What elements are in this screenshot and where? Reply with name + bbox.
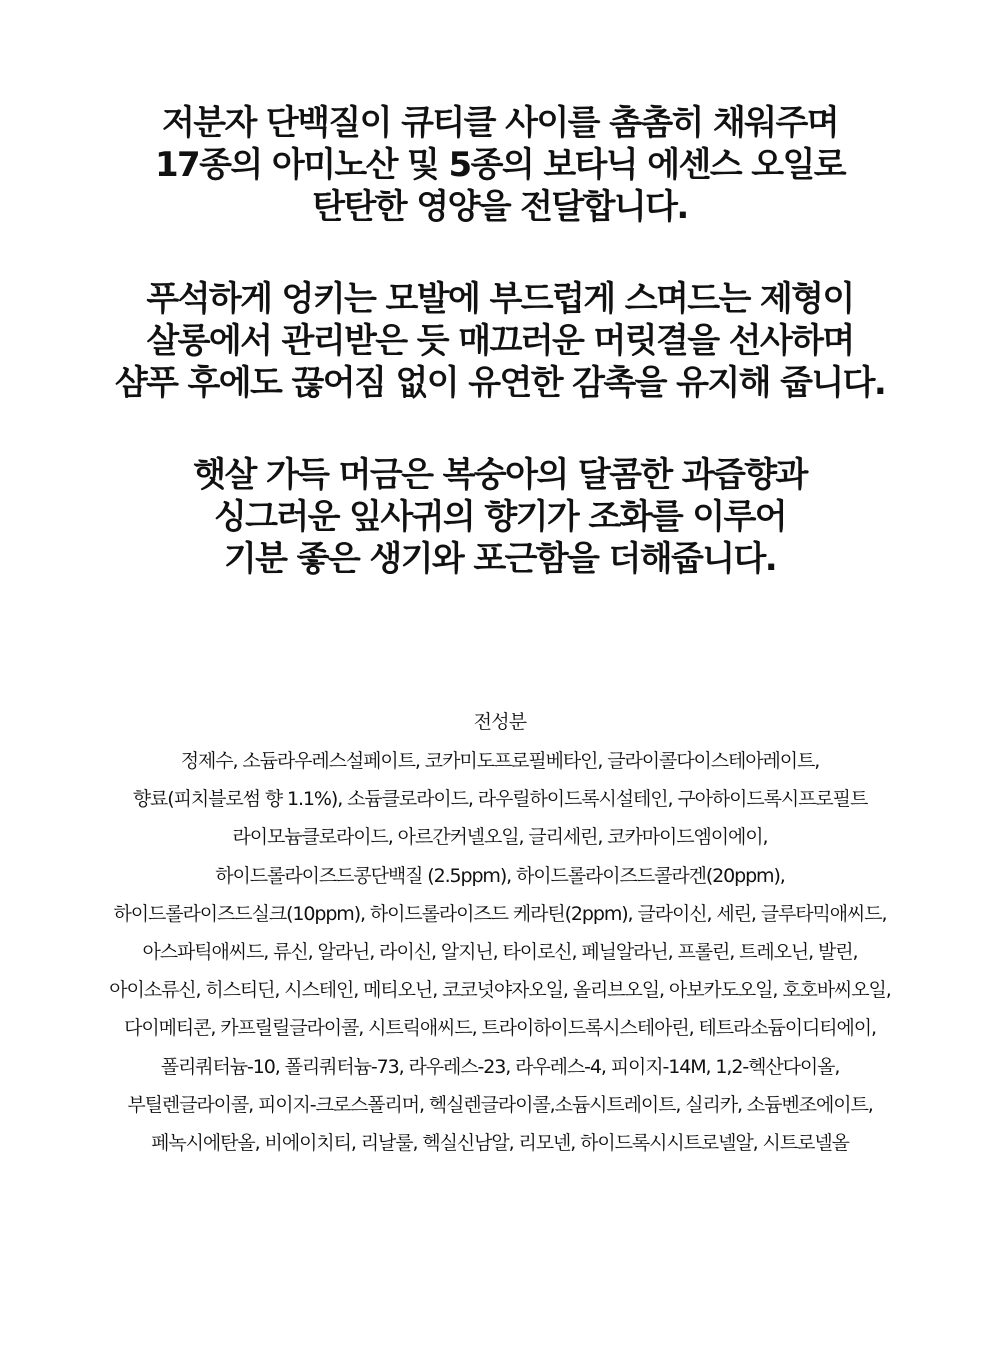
description-line: 샴푸 후에도 끊어짐 없이 유연한 감촉을 유지해 줍니다. — [114, 363, 886, 403]
ingredients-line: 부틸렌글라이콜, 피이지-크로스폴리머, 헥실렌글라이콜,소듐시트레이트, 실리카, 소듐벤조에이트, — [127, 1093, 873, 1116]
ingredients-line: 정제수, 소듐라우레스설페이트, 코카미도프로필베타인, 글라이콜다이스테아레이트, — [180, 750, 820, 772]
ingredients-title: 전성분 — [473, 711, 527, 733]
description-line: 살롱에서 관리받은 듯 매끄러운 머릿결을 선사하며 — [146, 321, 854, 361]
description-paragraph-1 — [0, 102, 1000, 228]
ingredients-line: 하이드롤라이즈드콩단백질 (2.5ppm), 하이드롤라이즈드콜라겐(20ppm), — [215, 864, 785, 887]
ingredients-line: 라이모늄클로라이드, 아르간커넬오일, 글리세린, 코카마이드엠이에이, — [232, 826, 768, 849]
description-paragraph-3 — [0, 454, 1000, 580]
ingredients-line: 하이드롤라이즈드실크(10ppm), 하이드롤라이즈드 케라틴(2ppm), 글라이신, 세린, 글루타믹애씨드, — [113, 902, 887, 925]
description-line: 저분자 단백질이 큐티클 사이를 촘촘히 채워주며 — [161, 103, 839, 143]
ingredients-line: 폴리쿼터늄-10, 폴리쿼터늄-73, 라우레스-23, 라우레스-4, 피이지-14M, 1,2-헥산다이올, — [160, 1055, 840, 1078]
ingredients-section — [0, 702, 1000, 1162]
description-paragraph-2 — [0, 278, 1000, 404]
ingredients-line: 향료(피치블로썸 향 1.1%), 소듐클로라이드, 라우릴하이드록시설테인, 구아하이드록시프로필트 — [132, 788, 868, 811]
ingredients-line: 다이메티콘, 카프릴릴글라이콜, 시트릭애씨드, 트라이하이드록시스테아린, 테트라소듐이디티에이, — [124, 1017, 876, 1040]
description-line: 푸석하게 엉키는 모발에 부드럽게 스며드는 제형이 — [146, 279, 854, 319]
ingredients-line: 아스파틱애씨드, 류신, 알라닌, 라이신, 알지닌, 타이로신, 페닐알라닌, 프롤린, 트레오닌, 발린, — [142, 941, 858, 964]
description-line: 햇살 가득 머금은 복숭아의 달콤한 과즙향과 — [193, 455, 807, 495]
description-line: 17종의 아미노산 및 5종의 보타닉 에센스 오일로 — [155, 145, 845, 185]
ingredients-line: 아이소류신, 히스티딘, 시스테인, 메티오닌, 코코넛야자오일, 올리브오일, 아보카도오일, 호호바씨오일, — [109, 979, 891, 1002]
product-description — [0, 102, 1000, 630]
description-line: 기분 좋은 생기와 포근함을 더해줍니다. — [223, 539, 777, 579]
ingredients-line: 페녹시에탄올, 비에이치티, 리날룰, 헥실신남알, 리모넨, 하이드록시시트로넬알, 시트로넬올 — [151, 1132, 849, 1155]
description-line: 싱그러운 잎사귀의 향기가 조화를 이루어 — [213, 497, 787, 537]
description-line: 탄탄한 영양을 전달합니다. — [312, 187, 688, 227]
